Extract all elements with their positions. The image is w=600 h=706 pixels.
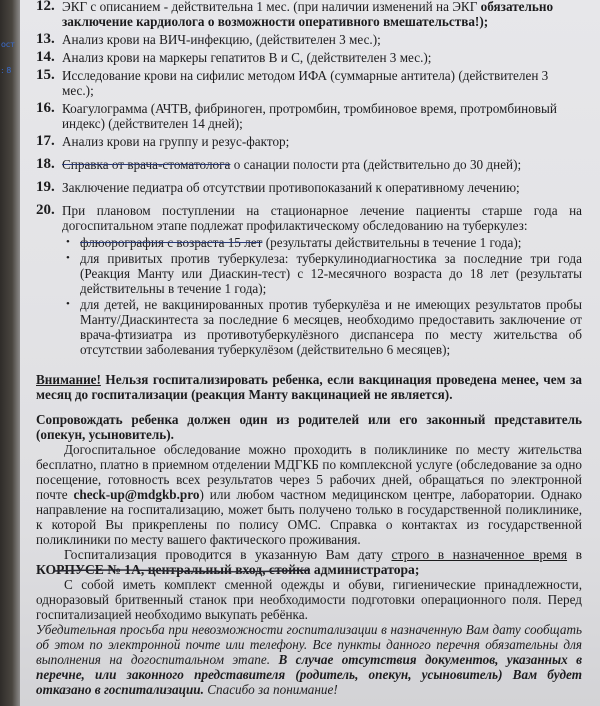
list-item-bold: обязательно заключение кардиолога о возможности оперативного вмешательства!); — [62, 0, 554, 29]
list-item-number: 17. — [36, 133, 55, 149]
list-item — [36, 101, 582, 131]
list-item — [36, 180, 582, 195]
exam-text-2: ) или любом частном медицинском центре, лаборатории. Однако направление на госпитализацию, может быть получено только в государственной поликлинике, к которой Вы прикреплены по полису ОМС. Справка о контактах из государственной поликлиники по месту вашего фактического проживания. — [36, 487, 582, 547]
list-item-text — [62, 0, 582, 29]
list-item-number: 18. — [36, 156, 55, 172]
bullet-item — [62, 251, 582, 296]
list-item-text: Исследование крови на сифилис методом ИФА (суммарные антитела) (действителен 3 мес.); — [62, 68, 549, 98]
list-item-text: Коагулограмма (АЧТВ, фибриноген, протромбин, тромбиновое время, протромбиновый индекс) (действителен 14 дней); — [62, 101, 557, 131]
list-item — [36, 157, 582, 172]
bullet-text: для привитых против туберкулеза: туберкулинодиагностика за последние три года (Реакция Манту или Диаскин-тест) с 12-месячного возраста до 18 лет (результаты действительны в течение 1 года); — [80, 251, 582, 296]
list-item — [36, 134, 582, 149]
list-item-number: 20. — [36, 202, 55, 218]
request-text-1: Убедительная просьба при невозможности госпитализации в назначенную Вам дату сообщать об этом по электронной почте или телефону. Все пункты данного перечня обязательны для выполнения на догоспитальном этапе. — [36, 622, 582, 667]
bullet-item — [62, 235, 582, 250]
request-bold: В случае отсутствия документов, указанных в перечне, или законного представителя (родитель, опекун, усыновитель) Вам будет отказано в госпитализации. — [36, 652, 583, 697]
hosp-text-1: Госпитализация проводится в указанную Вам дату — [64, 547, 392, 562]
list-item-text — [62, 157, 582, 172]
list-item-number: 13. — [36, 31, 55, 47]
edge-text: : 8 — [1, 66, 12, 75]
list-item-plain: ЭКГ с описанием - действительна 1 мес. (при наличии изменений на ЭКГ — [62, 0, 478, 14]
accompany-paragraph: Сопровождать ребенка должен один из родителей или его законный представитель (опекун, усыновитель). — [36, 412, 582, 442]
warning-label: Внимание! — [36, 372, 101, 387]
exam-paragraph — [36, 442, 582, 547]
list-item-body — [62, 203, 582, 358]
list-item-plain: о санации полости рта (действительно до 30 дней); — [230, 157, 522, 172]
bullet-item — [62, 297, 582, 357]
bullet-dot: • — [66, 252, 70, 264]
hosp-text-2: в — [567, 547, 582, 562]
bullet-text: для детей, не вакцинированных против туберкулёза и не имеющих результатов пробы Манту/Диаскинтеста за последние 6 месяцев, необходимо предоставить заключение от врача-фтизиатра из противотуберкулёзного диспансера по месту жительства об отсутствии заболевания туберкулёзом (действительно 6 месяцев); — [80, 297, 582, 357]
list-item-tb-screening — [36, 203, 582, 358]
list-item-number: 16. — [36, 100, 55, 116]
list-item-number: 12. — [36, 0, 55, 14]
bring-paragraph: С собой иметь комплект сменной одежды и обуви, гигиенические принадлежности, одноразовый бритвенный станок при необходимости подготовки операционного поля. Перед госпитализацией необходимо выкупать ребёнка. — [36, 577, 582, 622]
hosp-location: КОРПУСЕ № 1А, центральный вход, стойка администратора; — [36, 562, 420, 577]
list-item-text: Анализ крови на группу и резус-фактор; — [62, 134, 290, 149]
struck-text: флюорография с возраста 15 лет — [80, 235, 263, 250]
list-item-text: Анализ крови на ВИЧ-инфекцию, (действителен 3 мес.); — [62, 32, 381, 47]
request-paragraph — [36, 622, 582, 697]
contact-email: check-up@mdgkb.pro — [73, 487, 200, 502]
list-item — [36, 0, 582, 29]
list-item-number: 14. — [36, 49, 55, 65]
tb-intro: При плановом поступлении на стационарное лечение пациенты старше года на догоспитальном этапе подлежат профилактическому обследованию на туберкулез: — [62, 203, 582, 233]
list-item — [36, 68, 582, 98]
struck-text: Справка от врача-стоматолога — [62, 157, 231, 172]
tb-bullet-list — [62, 235, 582, 357]
exam-text-1: Догоспитальное обследование можно проходить в поликлинике по месту жительства бесплатно, платно в приемном отделении МДГКБ по комплексной услуге (обследование за одно посещение, готовность всех результатов через 5 рабочих дней, обращаться по электронной почте — [36, 442, 582, 502]
list-item — [36, 32, 582, 47]
bullet-dot: • — [66, 236, 70, 248]
list-item-number: 15. — [36, 67, 55, 83]
request-text-2: Спасибо за понимание! — [203, 682, 338, 697]
document-body — [36, 0, 582, 697]
list-item-text: Анализ крови на маркеры гепатитов В и С, (действителен 3 мес.); — [62, 50, 432, 65]
bullet-dot: • — [66, 298, 70, 310]
bullet-text: (результаты действительны в течение 1 года); — [262, 235, 522, 250]
edge-text: ост — [1, 40, 15, 49]
hand-drawn-underline — [54, 568, 310, 573]
list-item-number: 19. — [36, 179, 55, 195]
warning-text: Нельзя госпитализировать ребенка, если вакцинация проведена менее, чем за месяц до госпитализации (реакция Манту вакцинацией не является). — [36, 372, 582, 402]
list-item-text: Заключение педиатра об отсутствии противопоказаний к оперативному лечению; — [62, 180, 520, 195]
warning-paragraph — [36, 372, 582, 402]
hosp-underlined: строго в назначенное время — [391, 547, 568, 562]
adjacent-page-edge — [0, 0, 20, 706]
list-item — [36, 50, 582, 65]
